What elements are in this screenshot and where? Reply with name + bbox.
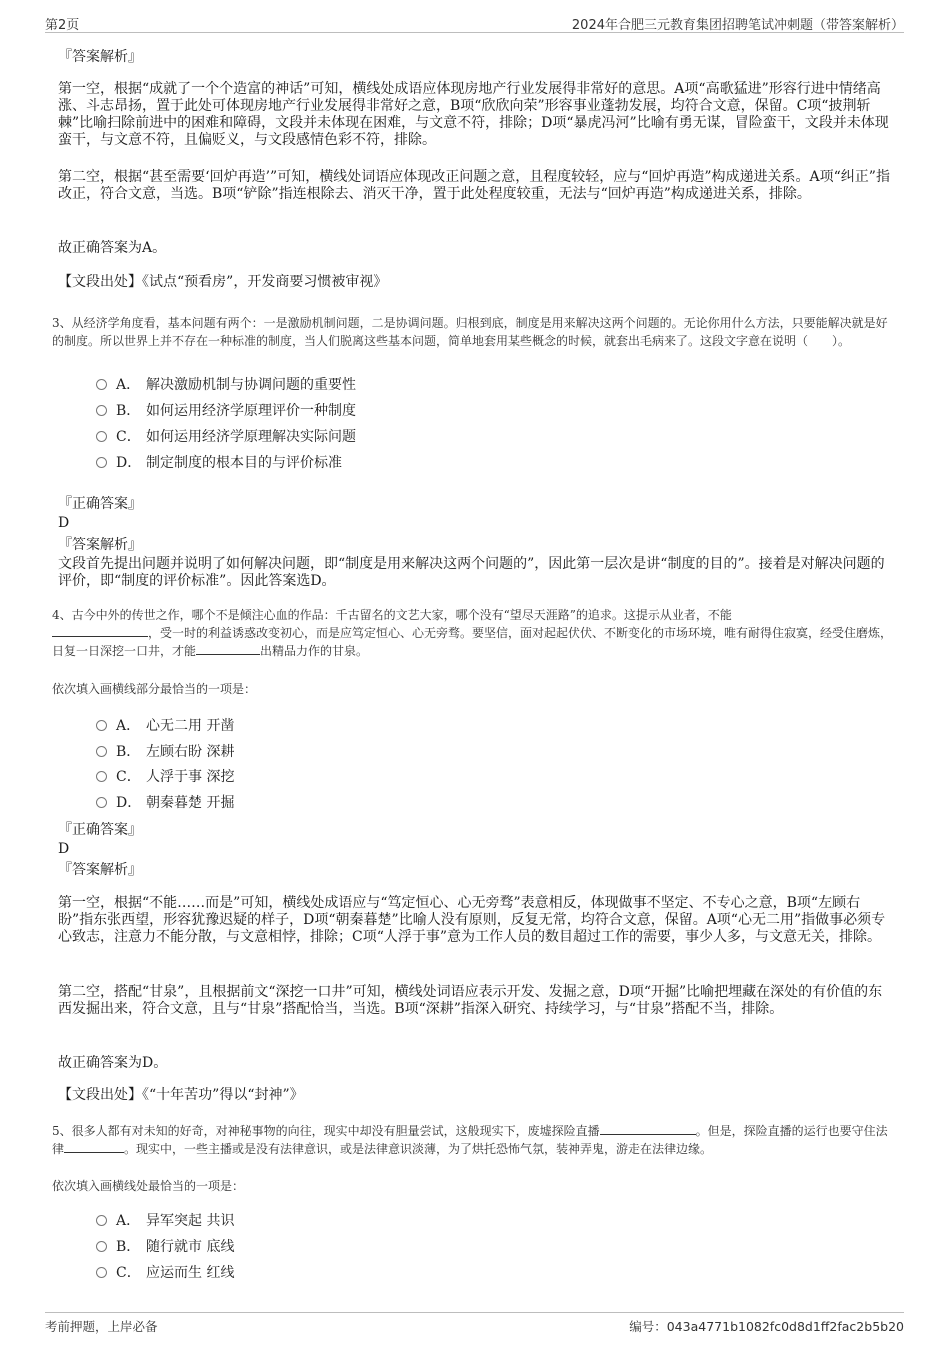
q2-source: 【文段出处】《试点“预看房”，开发商要习惯被审视》 <box>58 274 388 290</box>
radio-icon[interactable] <box>96 720 107 731</box>
q4-option-d[interactable]: D． 朝秦暮楚 开掘 <box>96 794 234 812</box>
q4-option-a[interactable]: A． 心无二用 开凿 <box>96 717 234 735</box>
q5-option-b[interactable]: B． 随行就市 底线 <box>96 1238 234 1256</box>
radio-icon[interactable] <box>96 431 107 442</box>
q3-option-c[interactable]: C． 如何运用经济学原理解决实际问题 <box>96 428 356 446</box>
q5-stem: 5、很多人都有对未知的好奇，对神秘事物的向往，现实中却没有胆量尝试，这般现实下，废墟探险直播 。但是，探险直播的运行也要守住法律 。现实中，一些主播或是没有法律意识，或是法律意识淡薄，为了烘托恐怖气氛，装神弄鬼，游走在法律边缘。 <box>52 1124 888 1156</box>
q4-prompt: 依次填入画横线部分最恰当的一项是： <box>52 682 257 696</box>
q3-stem: 3、从经济学角度看，基本问题有两个：一是激励机制问题，二是协调问题。归根到底，制度是用来解决这两个问题的。无论你用什么方法，只要能解决就是好的制度。所以世界上并不存在一种标准的制度，当人们脱离这些基本问题，简单地套用某些概念的时候，就套出毛病来了。这段文字意在说明（ ）。 <box>52 316 888 348</box>
blank-1 <box>52 624 148 637</box>
blank-2 <box>196 642 260 655</box>
footer-slogan: 考前押题，上岸必备 <box>45 1319 158 1334</box>
q3-answer-label: 『正确答案』 <box>58 496 142 512</box>
radio-icon[interactable] <box>96 1267 107 1278</box>
q4-answer: D <box>58 841 70 857</box>
q5-prompt: 依次填入画横线处最恰当的一项是： <box>52 1179 245 1193</box>
q5-option-a[interactable]: A． 异军突起 共识 <box>96 1212 234 1230</box>
q2-analysis-label: 『答案解析』 <box>58 49 142 65</box>
q5-option-c[interactable]: C． 应运而生 红线 <box>96 1264 234 1282</box>
page-header <box>45 14 904 33</box>
q3-analysis-label: 『答案解析』 <box>58 537 142 553</box>
radio-icon[interactable] <box>96 379 107 390</box>
radio-icon[interactable] <box>96 457 107 468</box>
page-number: 第2页 <box>45 18 80 33</box>
q4-option-b[interactable]: B． 左顾右盼 深耕 <box>96 743 234 761</box>
q4-stem: 4、古今中外的传世之作，哪个不是倾注心血的作品：千古留名的文艺大家，哪个没有“望尽天涯路”的追求。这提示从业者，不能 ，受一时的利益诱惑改变初心，而是应笃定恒心、心无旁骛。要坚信，面对起起伏伏、不断变化的市场环境，唯有耐得住寂寞，经受住磨炼，日复一日深挖一口井，才能 出精品力作的甘泉。 <box>52 608 893 658</box>
document-title: 2024年合肥三元教育集团招聘笔试冲刺题（带答案解析） <box>571 18 904 33</box>
q2-analysis-paragraph-2: 第二空，根据“甚至需要‘回炉再造’”可知，横线处词语应体现改正问题之意，且程度较轻，应与“回炉再造”构成递进关系。A项“纠正”指改正，符合文意，当选。B项“铲除”指连根除去、消灭干净，置于此处程度较重，无法与“回炉再造”构成递进关系，排除。 <box>58 169 890 202</box>
q4-analysis-paragraph-2: 第二空，搭配“甘泉”，且根据前文“深挖一口井”可知，横线处词语应表示开发、发掘之意，D项“开掘”比喻把埋藏在深处的有价值的东西发掘出来，符合文意，且与“甘泉”搭配恰当，当选。B项“深耕”指深入研究、持续学习，与“甘泉”搭配不当，排除。 <box>58 984 883 1017</box>
blank-2 <box>64 1140 124 1153</box>
q4-analysis-label: 『答案解析』 <box>58 862 142 878</box>
q3-option-a[interactable]: A． 解决激励机制与协调问题的重要性 <box>96 376 356 394</box>
blank-1 <box>600 1122 696 1135</box>
page-footer <box>45 1312 904 1335</box>
radio-icon[interactable] <box>96 746 107 757</box>
q4-analysis-paragraph-1: 第一空，根据“不能……而是”可知，横线处成语应与“笃定恒心、心无旁骛”表意相反，体现做事不坚定、不专心之意，B项“左顾右盼”指东张西望，形容犹豫迟疑的样子，D项“朝秦暮楚”比喻人没有原则，反复无常，均符合文意，保留。A项“心无二用”指做事必须专心致志，注意力不能分散，与文意相悖，排除；C项“人浮于事”意为工作人员的数目超过工作的需要，事少人多，与文意无关，排除。 <box>58 895 886 945</box>
q4-answer-label: 『正确答案』 <box>58 822 142 838</box>
radio-icon[interactable] <box>96 797 107 808</box>
q4-source: 【文段出处】《“十年苦功”得以“封神”》 <box>58 1087 304 1103</box>
document-id: 编号：043a4771b1082fc0d8d1ff2fac2b5b20 <box>629 1319 904 1334</box>
q3-option-d[interactable]: D． 制定制度的根本目的与评价标准 <box>96 454 342 472</box>
q3-answer: D <box>58 515 70 531</box>
radio-icon[interactable] <box>96 1215 107 1226</box>
q2-conclusion: 故正确答案为A。 <box>58 240 167 256</box>
radio-icon[interactable] <box>96 771 107 782</box>
radio-icon[interactable] <box>96 405 107 416</box>
q3-analysis: 文段首先提出问题并说明了如何解决问题，即“制度是用来解决这两个问题的”，因此第一层次是讲“制度的目的”。接着是对解决问题的评价，即“制度的评价标准”。因此答案选D。 <box>58 556 885 589</box>
q4-conclusion: 故正确答案为D。 <box>58 1055 168 1071</box>
q4-option-c[interactable]: C． 人浮于事 深挖 <box>96 768 234 786</box>
radio-icon[interactable] <box>96 1241 107 1252</box>
q2-analysis-paragraph-1: 第一空，根据“成就了一个个造富的神话”可知，横线处成语应体现房地产行业发展得非常好的意思。A项“高歌猛进”形容行进中情绪高涨、斗志昂扬，置于此处可体现房地产行业发展得非常好之意，B项“欣欣向荣”形容事业蓬勃发展，均符合文意，保留。C项“披荆斩棘”比喻扫除前进中的困难和障碍，文段并未体现在困难，与文意不符，排除；D项“暴虎冯河”比喻有勇无谋，冒险蛮干，文段并未体现蛮干，与文意不符，且偏贬义，与文段感情色彩不符，排除。 <box>58 81 889 148</box>
q3-option-b[interactable]: B． 如何运用经济学原理评价一种制度 <box>96 402 356 420</box>
